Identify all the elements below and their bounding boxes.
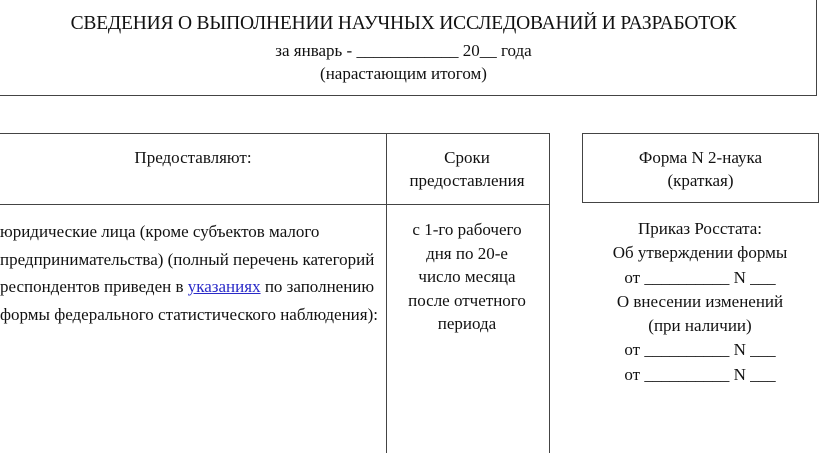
form-title-box	[0, 0, 817, 96]
order-line: от __________ N ___	[624, 340, 776, 360]
order-line: (при наличии)	[648, 316, 752, 336]
form-name: Форма N 2-наука	[638, 148, 763, 167]
order-line: Приказ Росстата:	[637, 219, 763, 238]
header-divider	[0, 204, 549, 205]
order-line: О внесении изменений	[616, 291, 784, 311]
order-line: от __________ N ___	[624, 267, 776, 287]
respondents-text: юридические лица (кроме субъектов малого предпринимательства) (полный перечень категорий респондентов приведен в	[0, 222, 375, 296]
form-variant: (краткая)	[667, 171, 734, 190]
deadline-header-line: предоставления	[409, 171, 525, 190]
instructions-link[interactable]: указаниях	[187, 277, 261, 296]
deadline-line: после отчетного	[408, 290, 526, 310]
report-period: за январь - ____________ 20__ года	[275, 41, 532, 60]
form-number-box	[582, 133, 819, 203]
order-line: Об утверждении формы	[612, 243, 788, 263]
order-line: от __________ N ___	[624, 364, 776, 384]
deadline-line: периода	[437, 314, 497, 333]
deadline-header	[386, 146, 548, 192]
deadline-line: дня по 20-е	[426, 243, 508, 263]
deadline-line: число месяца	[418, 267, 516, 286]
respondents-text: по заполнению формы федерального статистического наблюдения):	[0, 277, 378, 324]
respondents-table	[0, 133, 550, 453]
deadline-cell	[386, 218, 548, 336]
form-title: СВЕДЕНИЯ О ВЫПОЛНЕНИИ НАУЧНЫХ ИССЛЕДОВАНИЙ И РАЗРАБОТОК	[70, 13, 737, 34]
respondents-header: Предоставляют:	[134, 148, 252, 167]
cumulative-note: (нарастающим итогом)	[320, 64, 487, 83]
deadline-line: с 1-го рабочего	[412, 220, 522, 239]
rosstat-order	[575, 217, 825, 387]
deadline-header-line: Сроки	[444, 148, 490, 167]
respondents-cell	[0, 218, 380, 328]
